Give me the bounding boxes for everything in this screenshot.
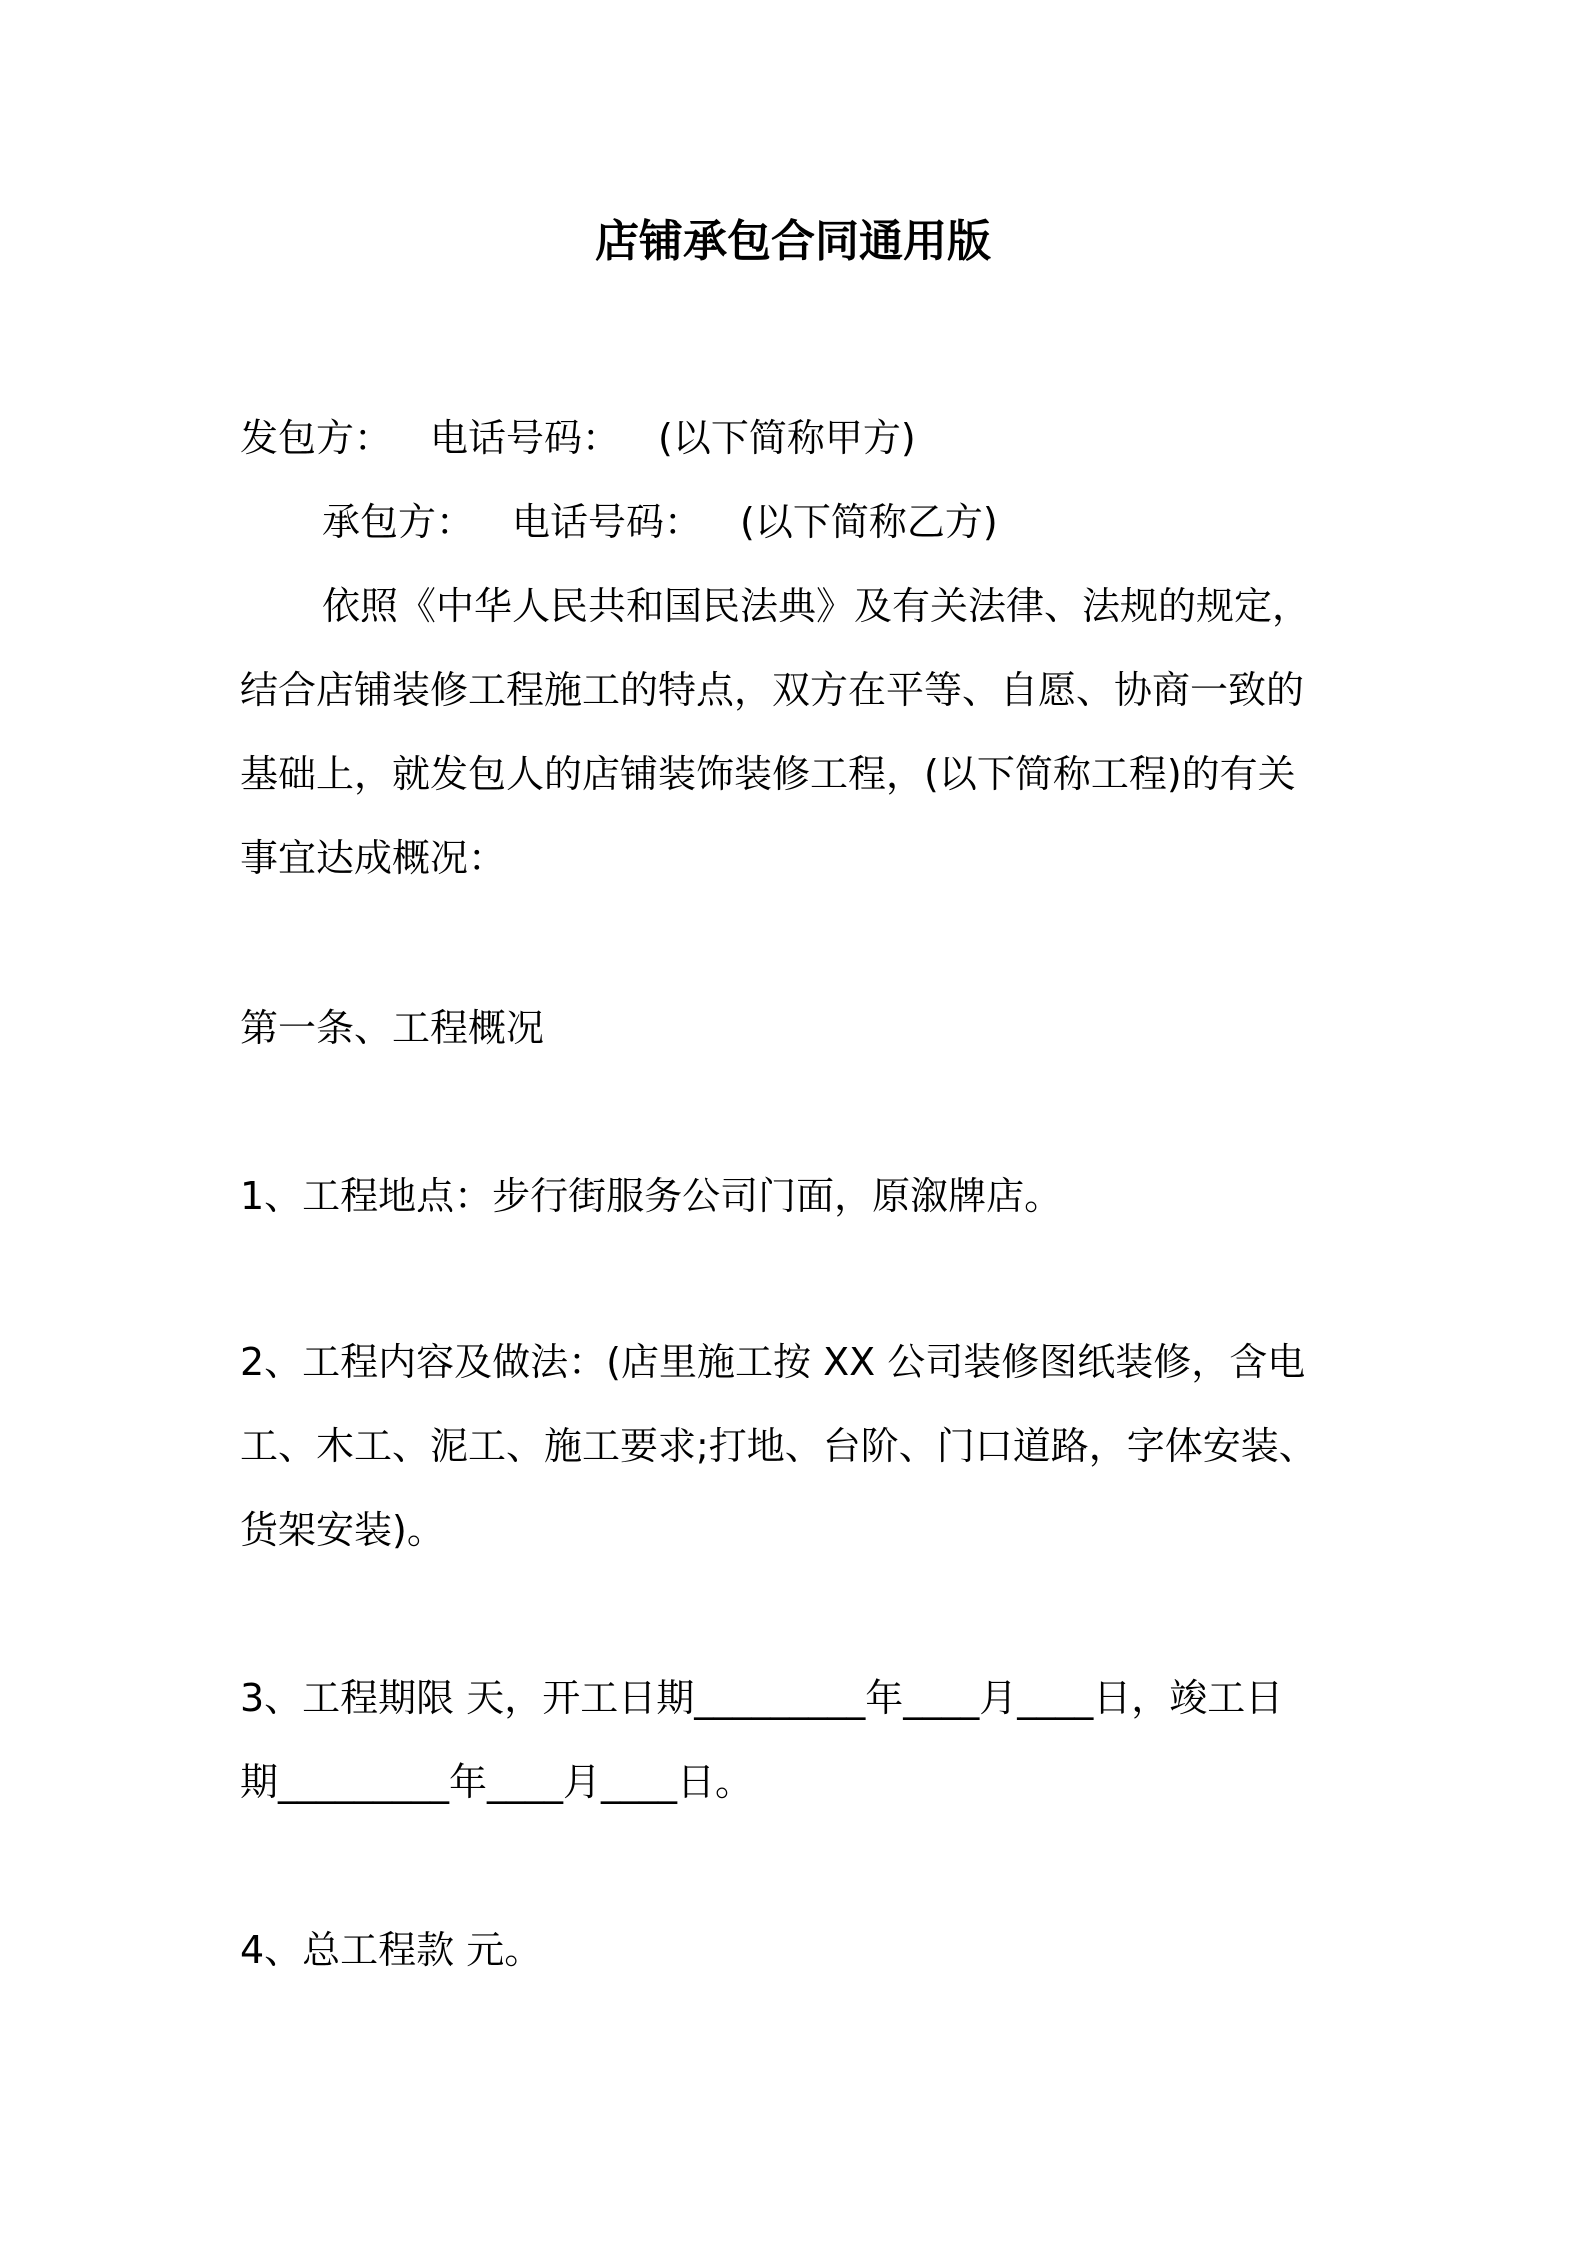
party-b-line — [322, 480, 1362, 564]
clause-item-3-line: 3、工程期限 天，开工日期_________年____月____日，竣工日 — [240, 1676, 1284, 1720]
preamble-line: 基础上，就发包人的店铺装饰装修工程，(以下简称工程)的有关 — [240, 752, 1296, 796]
clause-item-4: 4、总工程款 元。 — [240, 1928, 543, 1972]
preamble-line: 结合店铺装修工程施工的特点，双方在平等、自愿、协商一致的 — [240, 668, 1305, 712]
party-b-alias: (以下简称乙方) — [740, 500, 998, 544]
clause-item-2-line: 工、木工、泥工、施工要求;打地、台阶、门口道路，字体安装、 — [240, 1424, 1317, 1468]
clause-item-2-line: 货架安装)。 — [240, 1508, 445, 1552]
article-heading: 第一条、工程概况 — [240, 1006, 545, 1050]
document-title: 店铺承包合同通用版 — [595, 216, 991, 267]
clause-item-3-line: 期_________年____月____日。 — [240, 1760, 754, 1804]
party-a-line — [240, 396, 1360, 480]
clause-item-2-line: 2、工程内容及做法：(店里施工按 XX 公司装修图纸装修，含电 — [240, 1340, 1306, 1384]
party-a-alias: (以下简称甲方) — [658, 416, 916, 460]
party-a-role: 发包方： — [240, 416, 393, 460]
preamble-line: 事宜达成概况： — [240, 836, 507, 880]
preamble-line: 依照《中华人民共和国民法典》及有关法律、法规的规定， — [322, 584, 1311, 628]
party-b-phone-label: 电话号码： — [512, 500, 703, 544]
clause-item-1: 1、工程地点：步行街服务公司门面，原溆牌店。 — [240, 1174, 1063, 1218]
party-a-phone-label: 电话号码： — [430, 416, 621, 460]
party-b-role: 承包方： — [322, 500, 475, 544]
